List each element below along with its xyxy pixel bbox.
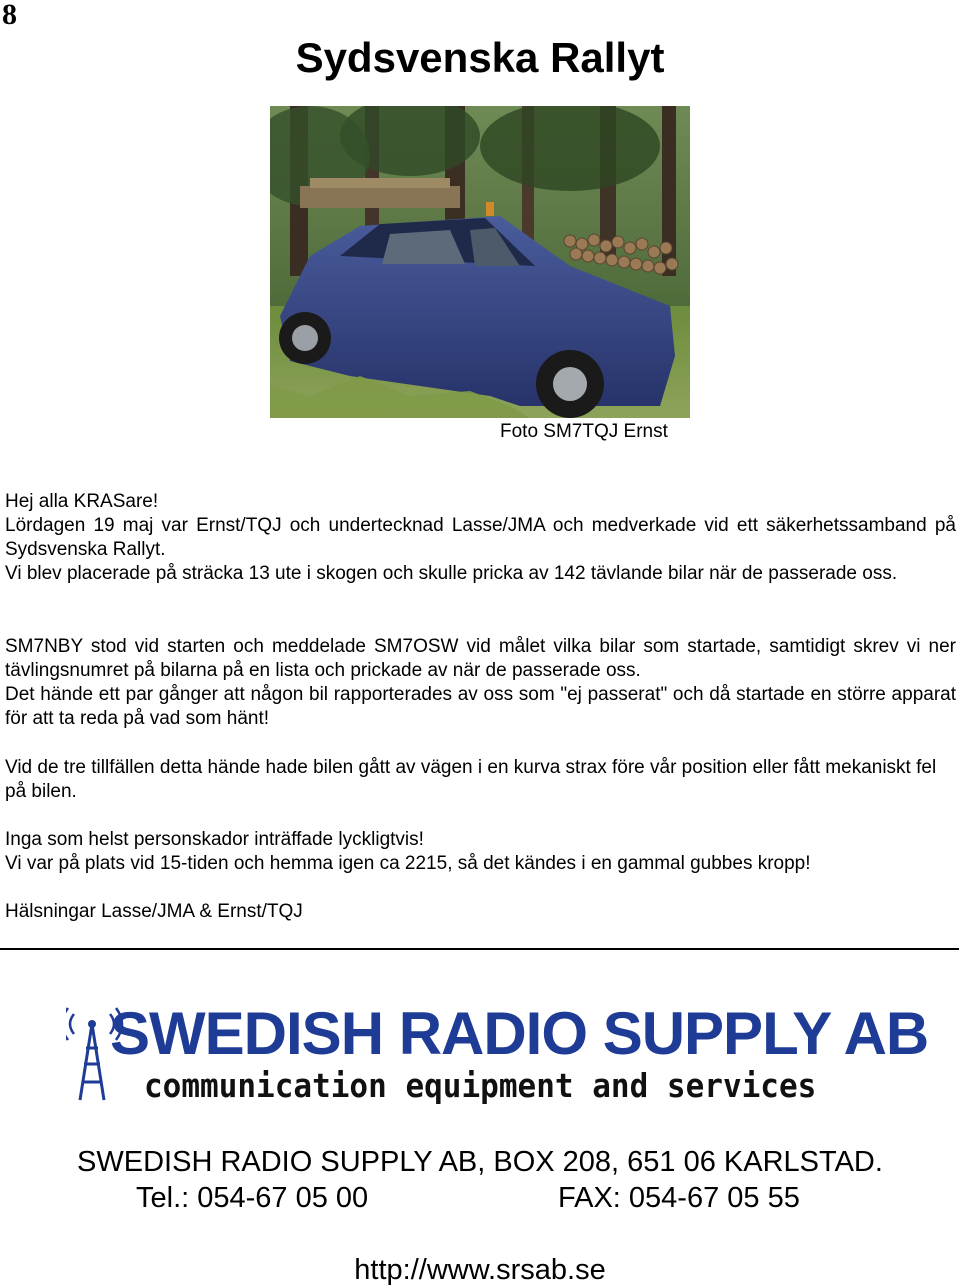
procedure-text: SM7NBY stod vid starten och meddelade SM7OSW vid målet vilka bilar som startade, samtidigt skrev vi ner tävlingsnumret på bilarna på en lista och prickade av när de passerade oss. (5, 636, 956, 681)
placement-text: Vi blev placerade på sträcka 13 ute i skogen och skulle pricka av 142 tävlande bilar när de passerade oss. (5, 563, 898, 584)
explanation-text: Vid de tre tillfällen detta hände hade bilen gått av vägen i en kurva strax före vår position eller fått mekaniskt fel på bilen. (5, 757, 937, 802)
website-link[interactable]: http://www.srsab.se (354, 1254, 606, 1286)
photo-caption: Foto SM7TQJ Ernst (500, 421, 668, 442)
fax-number: FAX: 054-67 05 55 (558, 1182, 800, 1214)
signature: Hälsningar Lasse/JMA & Ernst/TQJ (5, 901, 303, 922)
explanation-paragraph (5, 756, 956, 804)
telephone: Tel.: 054-67 05 00 (136, 1182, 369, 1214)
page-title: Sydsvenska Rallyt (295, 34, 665, 81)
no-injuries-text: Inga som helst personskador inträffade lyckligtvis! (5, 829, 424, 850)
return-text: Vi var på plats vid 15-tiden och hemma igen ca 2215, så det kändes i en gammal gubbes kropp! (5, 853, 811, 874)
page-number: 8 (2, 0, 17, 31)
intro-text: Lördagen 19 maj var Ernst/TQJ och undertecknad Lasse/JMA och medverkade vid ett säkerhetssamband på Sydsvenska Rallyt. (5, 515, 956, 560)
greeting: Hej alla KRASare! (5, 491, 159, 512)
company-address: SWEDISH RADIO SUPPLY AB, BOX 208, 651 06 KARLSTAD. (77, 1146, 883, 1178)
rally-car-photo (270, 106, 690, 418)
incident-text: Det hände ett par gånger att någon bil rapporterades av oss som "ej passerat" och då startade en större apparat för att ta reda på vad som hänt! (5, 684, 956, 729)
intro-paragraph (5, 490, 956, 586)
logo-company-name: SWEDISH RADIO SUPPLY AB (110, 1000, 929, 1067)
divider (0, 948, 959, 950)
procedure-paragraph (5, 635, 956, 731)
closing-paragraph (5, 828, 956, 876)
logo-tagline: communication equipment and services (144, 1066, 817, 1105)
